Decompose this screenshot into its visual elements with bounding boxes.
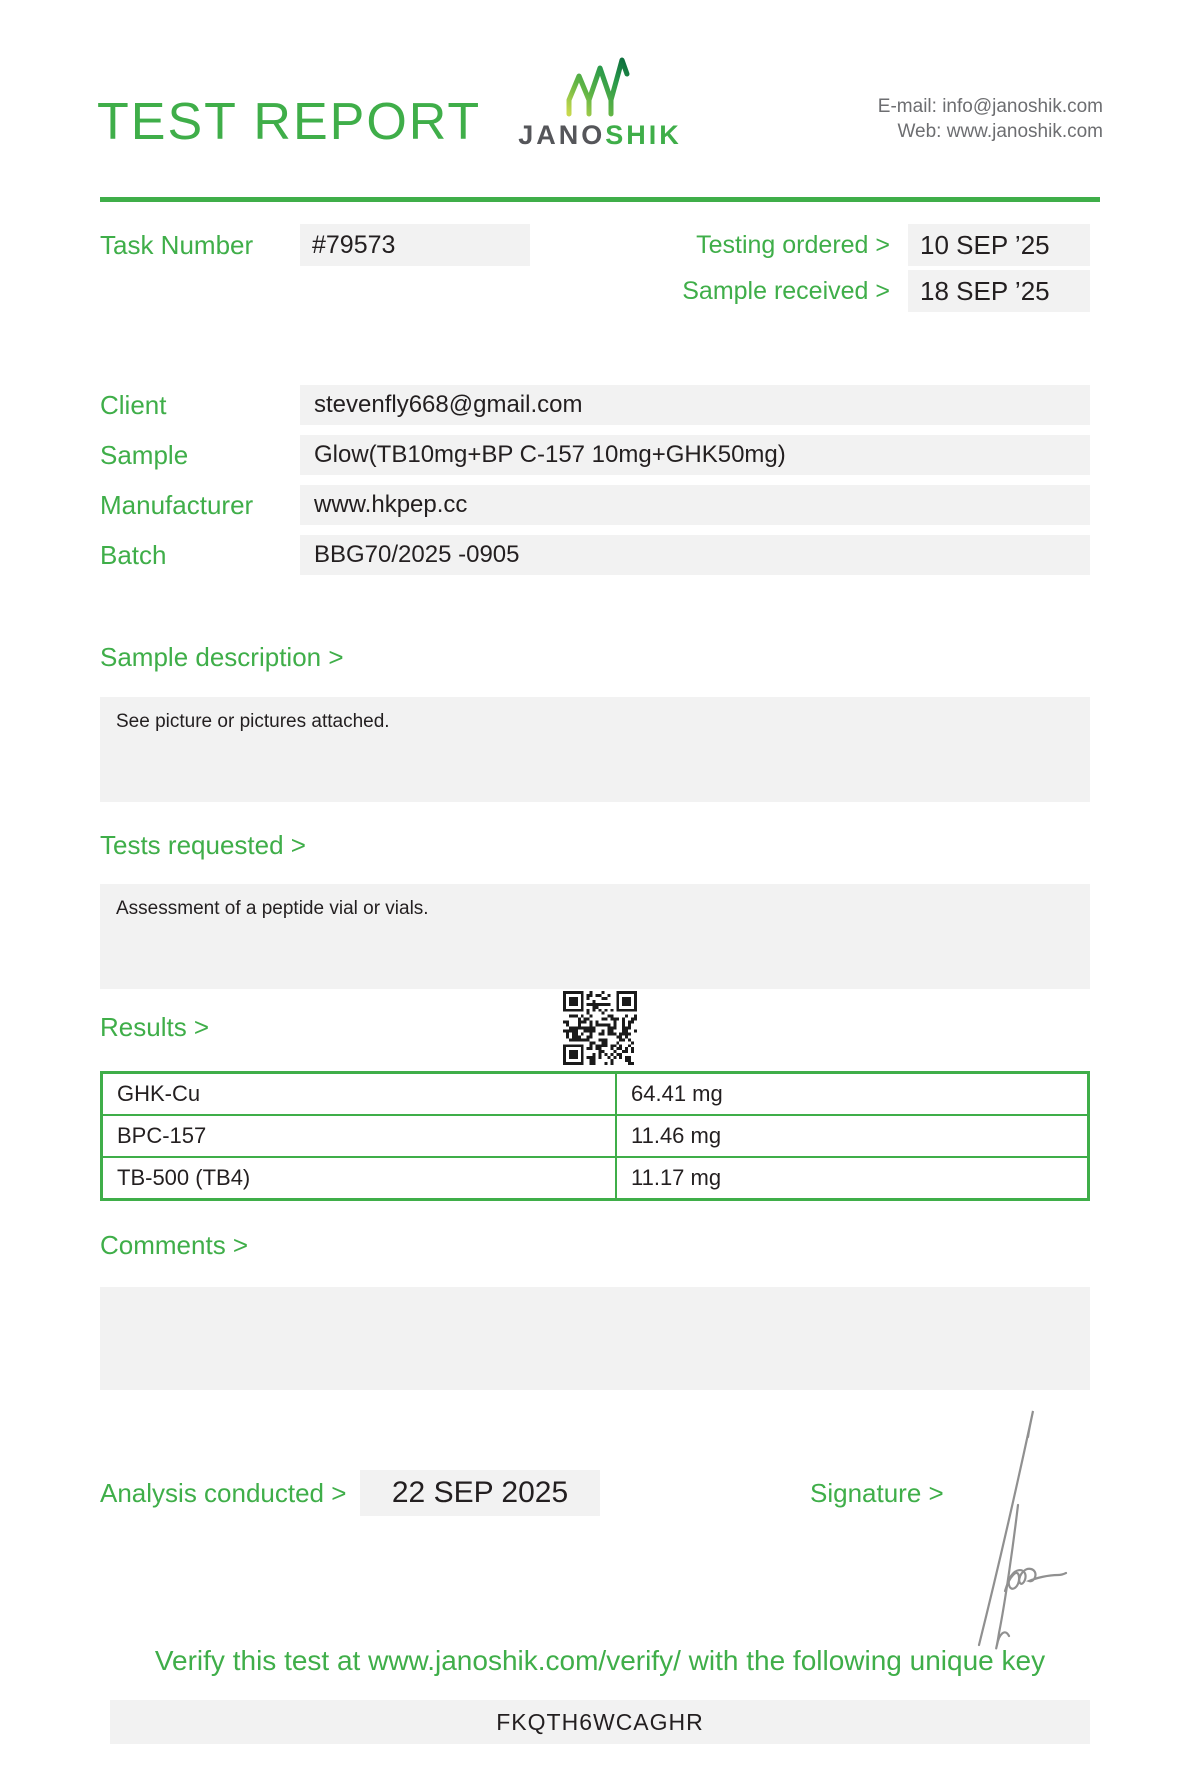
- logo-text-shik: SHIK: [605, 120, 682, 150]
- table-row: [102, 1115, 1089, 1157]
- analyte-cell: GHK-Cu: [102, 1073, 617, 1116]
- testing-ordered-label: Testing ordered >: [696, 231, 890, 259]
- signature-image: [950, 1395, 1080, 1655]
- sample-received-label: Sample received >: [682, 277, 890, 305]
- sample-description-box: [100, 697, 1090, 802]
- field-row-sample: [100, 435, 1100, 475]
- sample-value: Glow(TB10mg+BP C-157 10mg+GHK50mg): [300, 435, 1090, 475]
- logo-wordmark: [512, 120, 688, 151]
- field-row-batch: [100, 535, 1100, 575]
- sample-received-value: 18 SEP ’25: [908, 270, 1090, 312]
- results-heading: Results >: [100, 1012, 210, 1042]
- tests-requested-box: [100, 884, 1090, 989]
- client-label: Client: [100, 390, 167, 420]
- analysis-conducted-label: Analysis conducted >: [100, 1478, 347, 1508]
- contact-block: [878, 94, 1103, 144]
- manufacturer-label: Manufacturer: [100, 490, 254, 520]
- logo-text-jano: JANO: [518, 120, 606, 150]
- contact-web: Web: www.janoshik.com: [897, 121, 1103, 142]
- batch-value: BBG70/2025 -0905: [300, 535, 1090, 575]
- comments-heading: Comments >: [100, 1230, 249, 1260]
- logo: [512, 52, 688, 151]
- analysis-conducted-value: 22 SEP 2025: [360, 1470, 600, 1516]
- comments-box: [100, 1287, 1090, 1390]
- task-number-value: #79573: [300, 224, 530, 266]
- signature-label: Signature >: [810, 1478, 944, 1508]
- task-number-label: Task Number: [100, 230, 254, 260]
- sample-description-heading: Sample description >: [100, 642, 344, 672]
- sample-received-row: [590, 270, 1090, 312]
- analyte-cell: TB-500 (TB4): [102, 1157, 617, 1200]
- table-row: [102, 1157, 1089, 1200]
- testing-ordered-row: [590, 224, 1090, 266]
- page-title: TEST REPORT: [97, 93, 482, 151]
- amount-cell: 11.46 mg: [616, 1115, 1089, 1157]
- tests-requested-text: Assessment of a peptide vial or vials.: [116, 898, 429, 919]
- contact-email: E-mail: info@janoshik.com: [877, 96, 1103, 117]
- client-value: stevenfly668@gmail.com: [300, 385, 1090, 425]
- verify-key: FKQTH6WCAGHR: [110, 1700, 1090, 1744]
- header-divider-rule: [100, 197, 1100, 202]
- testing-ordered-value: 10 SEP ’25: [908, 224, 1090, 266]
- manufacturer-value: www.hkpep.cc: [300, 485, 1090, 525]
- results-table: [100, 1071, 1090, 1201]
- field-row-client: [100, 385, 1100, 425]
- amount-cell: 64.41 mg: [616, 1073, 1089, 1116]
- batch-label: Batch: [100, 540, 167, 570]
- table-row: [102, 1073, 1089, 1116]
- logo-chart-icon: [563, 52, 637, 118]
- verify-instruction: Verify this test at www.janoshik.com/verify/ with the following unique key: [154, 1645, 1046, 1676]
- sample-label: Sample: [100, 440, 189, 470]
- amount-cell: 11.17 mg: [616, 1157, 1089, 1200]
- tests-requested-heading: Tests requested >: [100, 830, 306, 860]
- sample-description-text: See picture or pictures attached.: [116, 711, 390, 732]
- qr-code: [563, 991, 637, 1065]
- field-row-manufacturer: [100, 485, 1100, 525]
- analyte-cell: BPC-157: [102, 1115, 617, 1157]
